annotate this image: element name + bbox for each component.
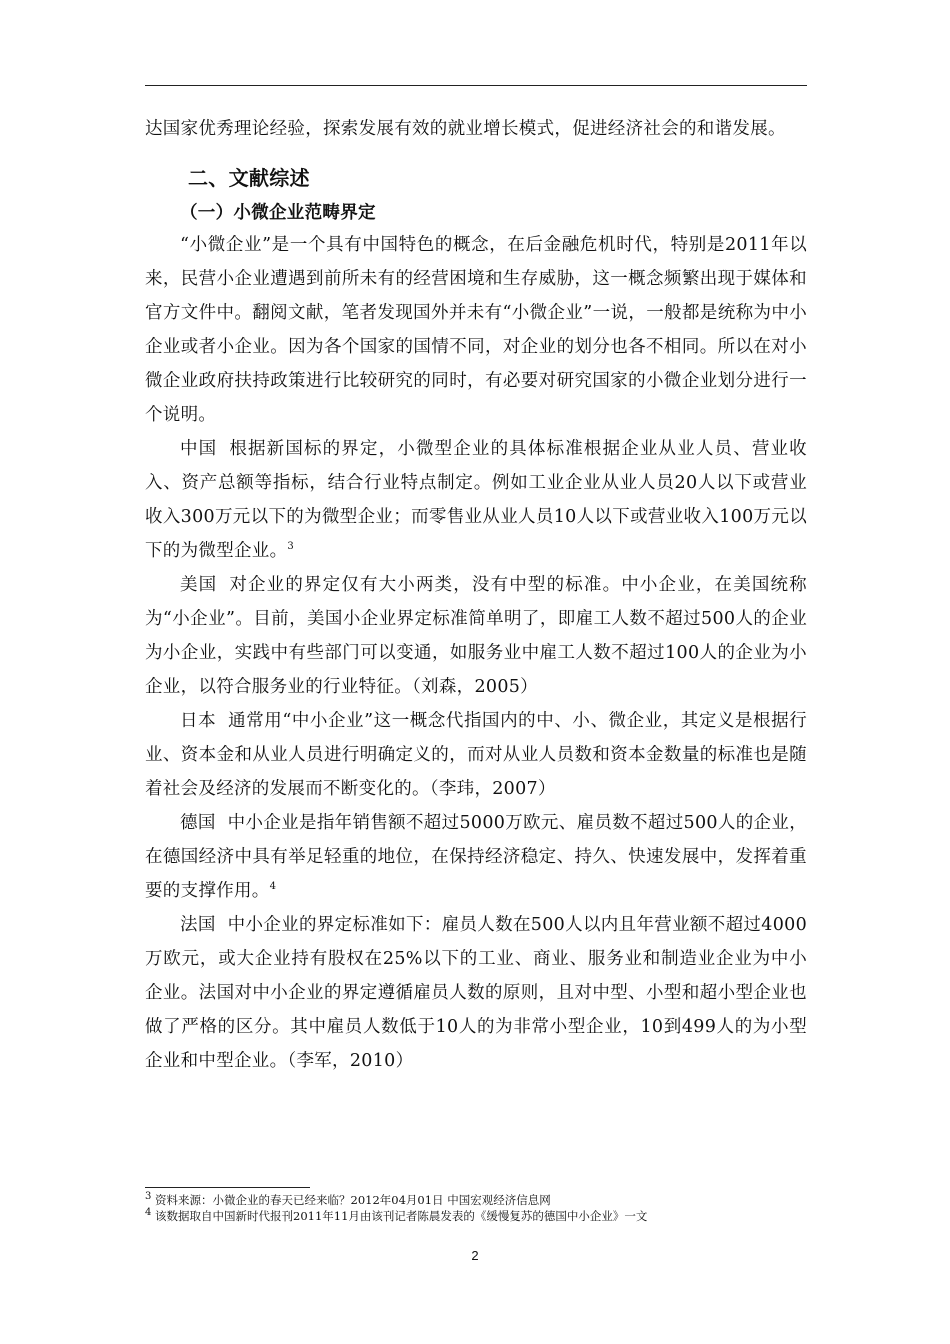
footnotes xyxy=(145,1192,807,1224)
continuation-paragraph: 达国家优秀理论经验，探索发展有效的就业增长模式，促进经济社会的和谐发展。 xyxy=(145,119,786,139)
footnote-text: 资料来源：小微企业的春天已经来临？2012年04月01日 中国宏观经济信息网 xyxy=(155,1193,551,1207)
country-name: 中国 xyxy=(180,439,218,459)
section-heading: 二、文献综述 xyxy=(188,166,310,190)
country-name: 日本 xyxy=(180,711,217,731)
page-number: 2 xyxy=(471,1248,479,1263)
country-paragraph-usa xyxy=(145,568,807,704)
country-paragraph-japan xyxy=(145,704,807,806)
country-text: 中小企业是指年销售额不超过5000万欧元、雇员数不超过500人的企业，在德国经济中具有举足轻重的地位，在保持经济稳定、持久、快速发展中，发挥着重要的支撑作用。 xyxy=(145,813,807,901)
intro-paragraph: “小微企业”是一个具有中国特色的概念，在后金融危机时代，特别是2011年以来，民营小企业遭遇到前所未有的经营困境和生存威胁，这一概念频繁出现于媒体和官方文件中。翻阅文献，笔者发现国外并未有“小微企业”一说，一般都是统称为中小企业或者小企业。因为各个国家的国情不同，对企业的划分也各不相同。所以在对小微企业政府扶持政策进行比较研究的同时，有必要对研究国家的小微企业划分进行一个说明。 xyxy=(145,235,807,425)
footnote-rule xyxy=(145,1187,310,1188)
country-text: 通常用“中小企业”这一概念代指国内的中、小、微企业，其定义是根据行业、资本金和从业人员进行明确定义的，而对从业人员数和资本金数量的标准也是随着社会及经济的发展而不断变化的。（李玮，2007） xyxy=(145,711,807,799)
country-text: 中小企业的界定标准如下：雇员人数在500人以内且年营业额不超过4000万欧元，或大企业持有股权在25%以下的工业、商业、服务业和制造业企业为中小企业。法国对中小企业的界定遵循雇员人数的原则，且对中型、小型和超小型企业也做了严格的区分。其中雇员人数低于10人的为非常小型企业，10到499人的为小型企业和中型企业。（李军，2010） xyxy=(145,915,807,1071)
footnote-item xyxy=(145,1192,807,1208)
country-name: 法国 xyxy=(180,915,216,935)
footnote-mark: 4 xyxy=(145,1207,152,1219)
footnote-item xyxy=(145,1208,807,1224)
footnote-ref: 3 xyxy=(287,541,295,553)
country-name: 德国 xyxy=(180,813,216,833)
header-rule xyxy=(145,85,807,86)
body-text xyxy=(145,112,807,1078)
country-text: 根据新国标的界定，小微型企业的具体标准根据企业从业人员、营业收入、资产总额等指标，结合行业特点制定。例如工业企业从业人员20人以下或营业收入300万元以下的为微型企业；而零售业从业人员10人以下或营业收入100万元以下的为微型企业。 xyxy=(145,439,807,561)
footnote-text: 该数据取自中国新时代报刊2011年11月由该刊记者陈晨发表的《缓慢复苏的德国中小企业》一文 xyxy=(155,1209,648,1223)
country-paragraph-france xyxy=(145,908,807,1078)
country-paragraph-china xyxy=(145,432,807,568)
country-text: 对企业的界定仅有大小两类，没有中型的标准。中小企业，在美国统称为“小企业”。目前，美国小企业界定标准简单明了，即雇工人数不超过500人的企业为小企业，实践中有些部门可以变通，如服务业中雇工人数不超过100人的企业为小企业，以符合服务业的行业特征。（刘森，2005） xyxy=(145,575,807,697)
footnote-ref: 4 xyxy=(269,881,277,893)
subsection-heading: （一）小微企业范畴界定 xyxy=(180,203,376,223)
country-paragraph-germany xyxy=(145,806,807,908)
footnote-mark: 3 xyxy=(145,1191,152,1203)
country-name: 美国 xyxy=(180,575,218,595)
